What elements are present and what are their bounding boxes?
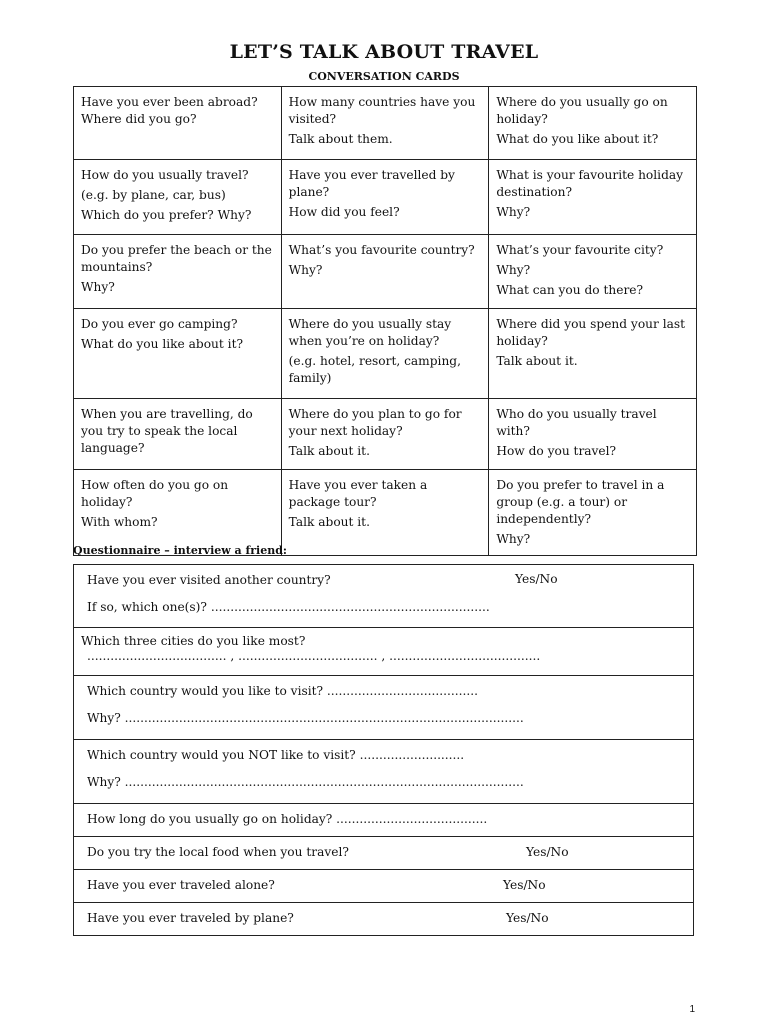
card-line: What’s you favourite country? [288,243,475,257]
yes-no-answer[interactable]: Yes/No [515,572,558,586]
question-row [74,628,694,676]
card-line: What is your favourite holiday destination? [496,168,684,199]
card-line: How many countries have you visited? [288,95,476,126]
question-text: Have you ever traveled by plane? [87,911,294,925]
question-text: Have you ever traveled alone? [87,878,275,892]
card [489,160,697,235]
card-line: Who do you usually travel with? [496,407,657,438]
card [74,235,282,309]
answer-line[interactable]: If so, which one(s)? ........................................................................ [87,600,490,614]
question-row [74,837,694,870]
card-line: Have you ever travelled by plane? [288,168,455,199]
card-line: When you are travelling, do you try to speak the local language? [81,407,253,455]
card-line: How do you usually travel? [81,168,249,182]
card [74,309,282,399]
card-line: Which do you prefer? Why? [81,208,252,222]
conversation-cards-table [73,86,697,556]
card-line: Where do you plan to go for your next holiday? [288,407,462,438]
card-line: What do you like about it? [81,337,243,351]
question-row [74,740,694,804]
card [489,235,697,309]
card-line: Why? [81,280,115,294]
card-line: Where do you usually go on holiday? [496,95,668,126]
card-line: Have you ever taken a package tour? [288,478,428,509]
card [489,470,697,556]
card [489,87,697,160]
questionnaire-label: Questionnaire – interview a friend: [73,544,287,557]
yes-no-answer[interactable]: Yes/No [503,878,546,892]
card [74,160,282,235]
card [281,235,489,309]
card-line: How often do you go on holiday? [81,478,229,509]
answer-line[interactable]: Why? ....................................................................................................... [87,775,524,789]
card-line: How did you feel? [288,205,400,219]
question-text: Do you try the local food when you travel? [87,845,349,859]
question-row [74,565,694,628]
card-line: Have you ever been abroad? Where did you go? [81,95,258,126]
question-row [74,870,694,903]
questionnaire-table [73,564,694,936]
card-line: (e.g. hotel, resort, camping, family) [288,354,461,385]
card [74,470,282,556]
card-line: Talk about them. [288,132,393,146]
question-text: Have you ever visited another country? [87,573,331,587]
card-line: (e.g. by plane, car, bus) [81,188,226,202]
yes-no-answer[interactable]: Yes/No [526,845,569,859]
card [281,470,489,556]
card [281,399,489,470]
card-line: Do you prefer the beach or the mountains? [81,243,272,274]
card-line: Do you prefer to travel in a group (e.g. a tour) or independently? [496,478,665,526]
card-line: Talk about it. [496,354,578,368]
card [74,399,282,470]
card [489,399,697,470]
question-text: Which country would you like to visit? ....................................... [87,684,479,698]
card [281,87,489,160]
question-text: Which three cities do you like most? [81,634,306,648]
question-row [74,903,694,936]
card-line: How do you travel? [496,444,617,458]
page-title: LET’S TALK ABOUT TRAVEL [229,41,539,63]
card-line: Talk about it. [288,515,370,529]
card [281,309,489,399]
question-row [74,676,694,740]
card-line: With whom? [81,515,158,529]
card-line: Do you ever go camping? [81,317,238,331]
question-text: Which country would you NOT like to visit? ........................... [87,748,465,762]
answer-line[interactable]: Why? ....................................................................................................... [87,711,524,725]
card-line: Why? [496,205,531,219]
card-line: What’s your favourite city? [496,243,664,257]
yes-no-answer[interactable]: Yes/No [506,911,549,925]
card [74,87,282,160]
question-row [74,804,694,837]
card-line: Why? [288,263,323,277]
card-line: What do you like about it? [496,132,659,146]
answer-line[interactable]: .................................... , .................................... , ....................................... [87,649,541,663]
page-subtitle: CONVERSATION CARDS [308,70,460,83]
card-line: Where do you usually stay when you’re on holiday? [288,317,452,348]
card [281,160,489,235]
question-text: How long do you usually go on holiday? ....................................... [87,812,488,826]
card-line: Why? [496,263,531,277]
card-line: Why? [496,532,531,546]
card [489,309,697,399]
card-line: Where did you spend your last holiday? [496,317,686,348]
card-line: What can you do there? [496,283,644,297]
card-line: Talk about it. [288,444,370,458]
page-number: 1 [689,1004,695,1015]
